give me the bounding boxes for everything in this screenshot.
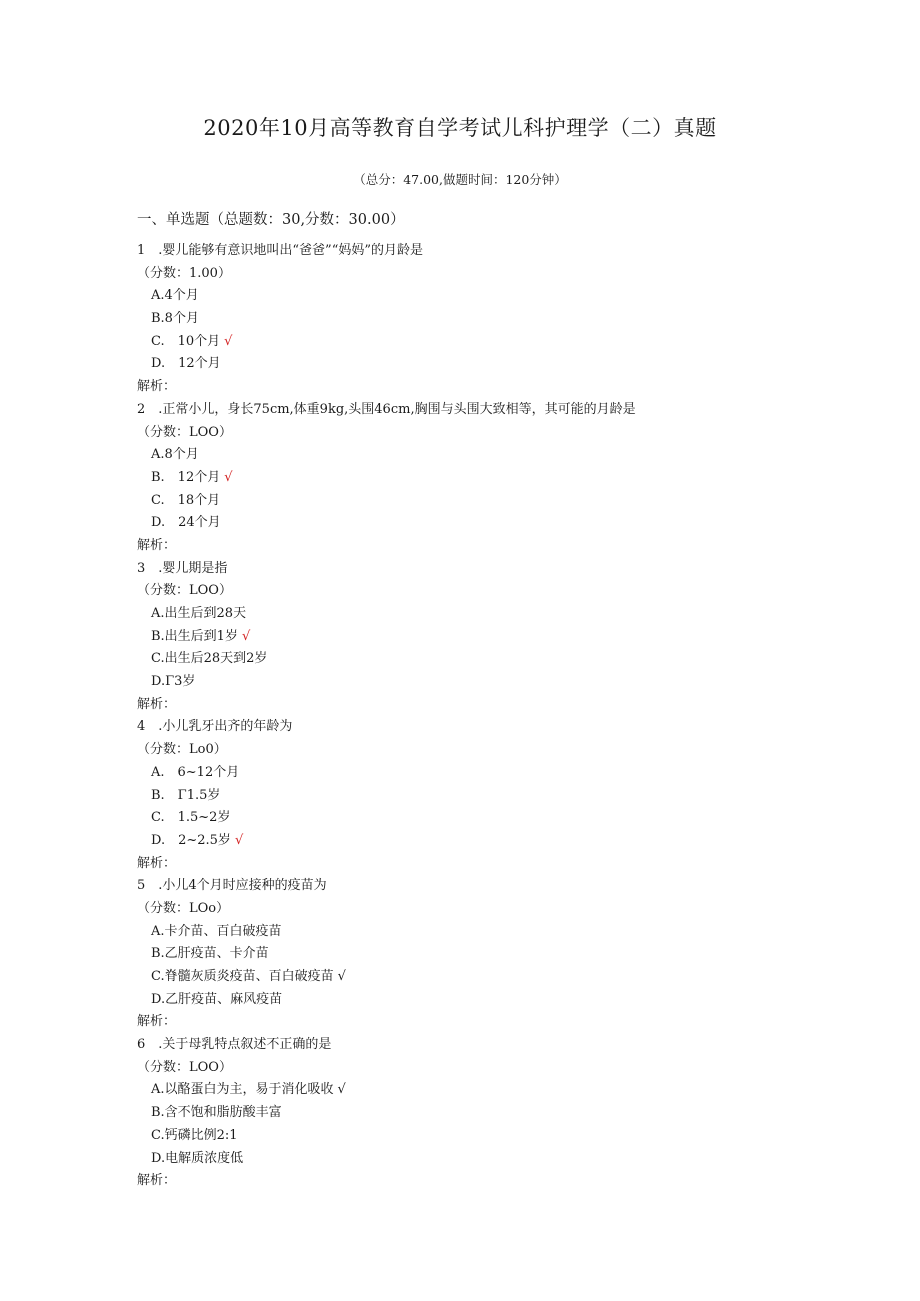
option-text: A.4个月 [151,288,199,304]
analysis-label: 解析： [137,379,177,395]
analysis-label: 解析： [137,1173,177,1189]
question-stem: 1 .婴儿能够有意识地叫出“爸爸”“妈妈”的月龄是 [137,243,423,258]
option-d [137,830,837,853]
option-text: B.乙肝疫苗、卡介苗 [151,946,269,962]
option-c [137,807,837,830]
option-a [137,921,837,944]
option-c [137,966,837,989]
option-text: A. 6~12个月 [151,764,240,780]
option-text: D.乙肝疫苗、麻风疫苗 [151,991,283,1007]
option-b [137,308,837,331]
option-c [137,490,837,513]
option-c [137,648,837,671]
option-a [137,444,837,467]
option-d [137,989,837,1012]
question-score: （分数：1.00） [137,265,231,281]
option-text: C. 10个月 [151,333,221,349]
option-b [137,943,837,966]
correct-answer-check-icon: √ [337,1082,346,1098]
option-text: A.8个月 [151,447,199,463]
question-item [137,399,837,558]
option-text: D. 2~2.5岁 [151,832,231,848]
question-stem: 5 .小儿4个月时应接种的疫苗为 [137,878,327,894]
option-c [137,1125,837,1148]
question-score: （分数：Lo0） [137,742,227,758]
correct-answer-check-icon: √ [241,628,251,644]
option-a [137,603,837,626]
correct-answer-check-icon: √ [234,832,244,848]
analysis-label: 解析： [137,1014,177,1030]
option-b [137,785,837,808]
question-stem: 4 .小儿乳牙出齐的年龄为 [137,719,293,735]
question-score: （分数：LOo） [137,900,230,916]
option-text: D.电解质浓度低 [151,1150,244,1166]
option-text: A.出生后到28天 [151,606,247,621]
option-text: B.8个月 [151,311,199,327]
question-item [137,1034,837,1193]
option-a [137,762,837,785]
correct-answer-check-icon: √ [337,969,346,984]
option-text: B.含不饱和脂肪酸丰富 [151,1105,282,1121]
section-heading: 一、单选题（总题数：30,分数：30.00） [137,212,405,228]
question-item [137,558,837,717]
question-stem: 6 .关于母乳特点叙述不正确的是 [137,1037,332,1053]
question-score: （分数：LOO） [137,424,232,440]
option-text: C. 18个月 [151,492,221,508]
option-a [137,1079,837,1102]
option-b [137,626,837,649]
analysis-label: 解析： [137,855,177,871]
question-score: （分数：LOO） [137,1059,232,1075]
option-c [137,331,837,354]
option-d [137,671,837,694]
option-text: C.脊髓灰质炎疫苗、百白破疫苗 [151,969,334,984]
option-text: D. 12个月 [151,356,221,372]
option-text: B. 12个月 [151,469,221,485]
question-stem: 3 .婴儿期是指 [137,560,228,576]
option-text: D. 24个月 [151,515,221,531]
option-a [137,285,837,308]
question-item [137,716,837,875]
option-text: A.以酪蛋白为主，易于消化吸收 [151,1082,334,1098]
option-text: B.出生后到1岁 [151,628,238,644]
option-b [137,1102,837,1125]
option-text: C.钙磷比例2:1 [151,1127,238,1143]
option-text: C.出生后28天到2岁 [151,651,268,667]
analysis-label: 解析： [137,537,177,553]
question-item [137,875,837,1034]
option-text: B. Γ1.5岁 [151,787,221,803]
question-score: （分数：LOO） [137,583,232,599]
question-item [137,240,837,399]
exam-meta: （总分：47.00,做题时间：120分钟） [353,172,567,187]
option-b [137,467,837,490]
correct-answer-check-icon: √ [224,333,233,349]
option-text: D.Γ3岁 [151,674,196,690]
option-d [137,353,837,376]
option-text: A.卡介苗、百白破疫苗 [151,923,282,939]
correct-answer-check-icon: √ [224,469,233,485]
option-d [137,512,837,535]
question-list [137,240,837,1193]
option-d [137,1148,837,1171]
question-stem: 2 .正常小儿，身长75cm,体重9kg,头围46cm,胸围与头围大致相等，其可能的月龄是 [137,401,636,417]
document-title: 2020年10月高等教育自学考试儿科护理学（二）真题 [203,116,717,140]
option-text: C. 1.5~2岁 [151,810,231,826]
analysis-label: 解析： [137,696,177,712]
